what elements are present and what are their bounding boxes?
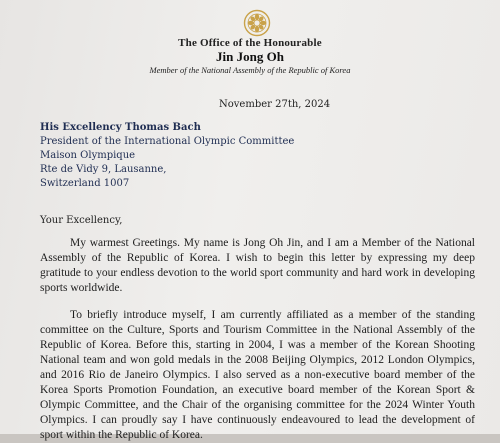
- letter-date: November 27th, 2024: [219, 99, 331, 110]
- office-title: The Office of the Honourable: [178, 37, 322, 49]
- recipient-address-block: [40, 121, 294, 191]
- recipient-country: Switzerland 1007: [40, 178, 130, 189]
- recipient-organization: Maison Olympique: [40, 150, 136, 161]
- recipient-name: His Excellency Thomas Bach: [40, 122, 201, 133]
- recipient-title: President of the International Olympic Committee: [40, 136, 295, 147]
- salutation: Your Excellency,: [40, 215, 123, 226]
- body-paragraph-introduction: To briefly introduce myself, I am currently affiliated as a member of the standing committee on the Culture, Sports and Tourism Committee in the National Assembly of the Republic of Korea. Before this, starting in 2004, I was a member of the Korean Shooting National team and won gold medals in the 2008 Beijing Olympics, 2012 London Olympics, and 2016 Rio de Janeiro Olympics. I also served as a non-executive board member of the Korea Sports Promotion Foundation, an executive board member of the Korean Sport & Olympic Committee, and the Chair of the organising committee for the 2024 Winter Youth Olympics. I can proudly say I have continuously endeavoured to lead the development of sport within the Republic of Korea.: [40, 309, 475, 441]
- recipient-street: Rte de Vidy 9, Lausanne,: [40, 164, 167, 175]
- member-role: Member of the National Assembly of the Republic of Korea: [149, 65, 351, 75]
- member-name: Jin Jong Oh: [216, 49, 284, 64]
- national-assembly-emblem-icon: [243, 9, 271, 37]
- body-paragraph-greeting: My warmest Greetings. My name is Jong Oh Jin, and I am a Member of the National Assembly of the Republic of Korea. I wish to begin this letter by expressing my deep gratitude to your endless devotion to the world sport community and hard work in developing sports worldwide.: [40, 237, 475, 294]
